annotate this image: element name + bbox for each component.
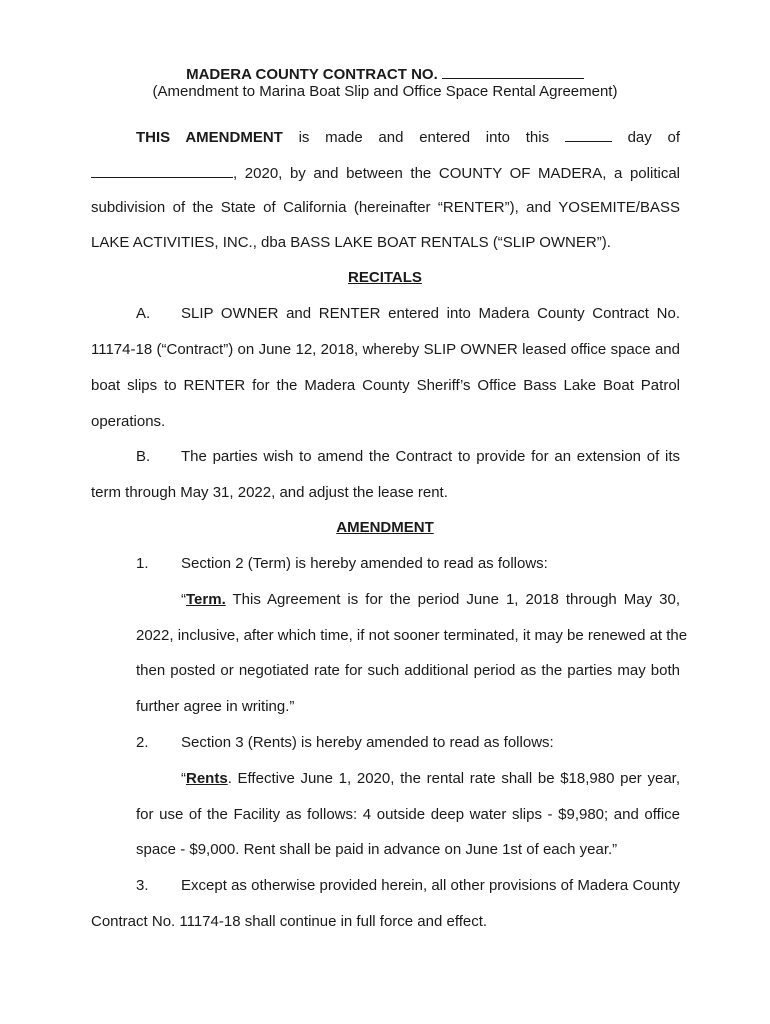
rents-line-1-text: . Effective June 1, 2020, the rental rate shall be $18,980 per year, [227,770,680,787]
term-label: Term. [186,591,226,608]
amendment-item-3 [136,877,680,895]
amendment-item-3-line-2: Contract No. 11174-18 shall continue in full force and effect. [91,913,488,930]
term-line-2: 2022, inclusive, after which time, if not sooner terminated, it may be renewed at the [136,627,688,644]
amendment-item-1-text: Section 2 (Term) is hereby amended to read as follows: [181,555,548,572]
intro-line-1-end: day of [627,129,681,146]
intro-lead: THIS AMENDMENT [136,129,283,146]
rents-line-1 [181,770,680,788]
rents-label: Rents [186,770,228,787]
intro-line-3: subdivision of the State of California (hereinafter “RENTER”), and YOSEMITE/BASS [91,199,680,216]
term-open-quote: “ [181,591,186,608]
term-line-1-text: This Agreement is for the period June 1, 2018 through May 30, [225,591,680,608]
amendment-item-2-text: Section 3 (Rents) is hereby amended to read as follows: [181,734,554,751]
month-blank[interactable] [91,163,233,178]
recital-b-label: B. [136,448,151,465]
contract-title [0,64,770,84]
contract-number-blank[interactable] [442,64,584,79]
amendment-item-3-text: Except as otherwise provided herein, all other provisions of Madera County [181,877,680,894]
intro-line-2 [91,163,680,183]
amendment-heading: AMENDMENT [336,519,434,536]
recitals-heading: RECITALS [348,269,422,286]
recital-b-line-1 [136,448,680,466]
day-blank[interactable] [565,127,612,142]
amendment-item-1-num: 1. [136,555,149,572]
recital-a-line-4: operations. [91,413,166,430]
contract-title-text: MADERA COUNTY CONTRACT NO. [186,66,438,83]
intro-line-1 [136,127,680,147]
amendment-item-2 [136,734,554,752]
rents-line-2: for use of the Facility as follows: 4 outside deep water slips - $9,980; and office [136,806,680,823]
term-line-3: then posted or negotiated rate for such additional period as the parties may both [136,662,680,679]
contract-subtitle: (Amendment to Marina Boat Slip and Office Space Rental Agreement) [152,83,618,100]
term-line-4: further agree in writing.” [136,698,295,715]
term-line-1 [181,591,680,609]
rents-open-quote: “ [181,770,186,787]
intro-line-2-text: , 2020, by and between the COUNTY OF MADERA, a political [233,165,680,182]
recital-b-line-2: term through May 31, 2022, and adjust the lease rent. [91,484,448,501]
amendment-item-1 [136,555,548,573]
recital-a-line-2: 11174-18 (“Contract”) on June 12, 2018, whereby SLIP OWNER leased office space and [91,341,680,358]
amendment-item-3-num: 3. [136,877,149,894]
intro-line-1-text: is made and entered into this [298,129,550,146]
amendment-item-2-num: 2. [136,734,149,751]
recital-a-line-3: boat slips to RENTER for the Madera County Sheriff’s Office Bass Lake Boat Patrol [91,377,680,394]
recital-a-text-1: SLIP OWNER and RENTER entered into Madera County Contract No. [181,305,680,322]
recital-b-text-1: The parties wish to amend the Contract to provide for an extension of its [181,448,680,465]
intro-line-4: LAKE ACTIVITIES, INC., dba BASS LAKE BOAT RENTALS (“SLIP OWNER”). [91,234,611,251]
recital-a-line-1 [136,305,680,323]
rents-line-3: space - $9,000. Rent shall be paid in advance on June 1st of each year.” [136,841,618,858]
recital-a-label: A. [136,305,151,322]
